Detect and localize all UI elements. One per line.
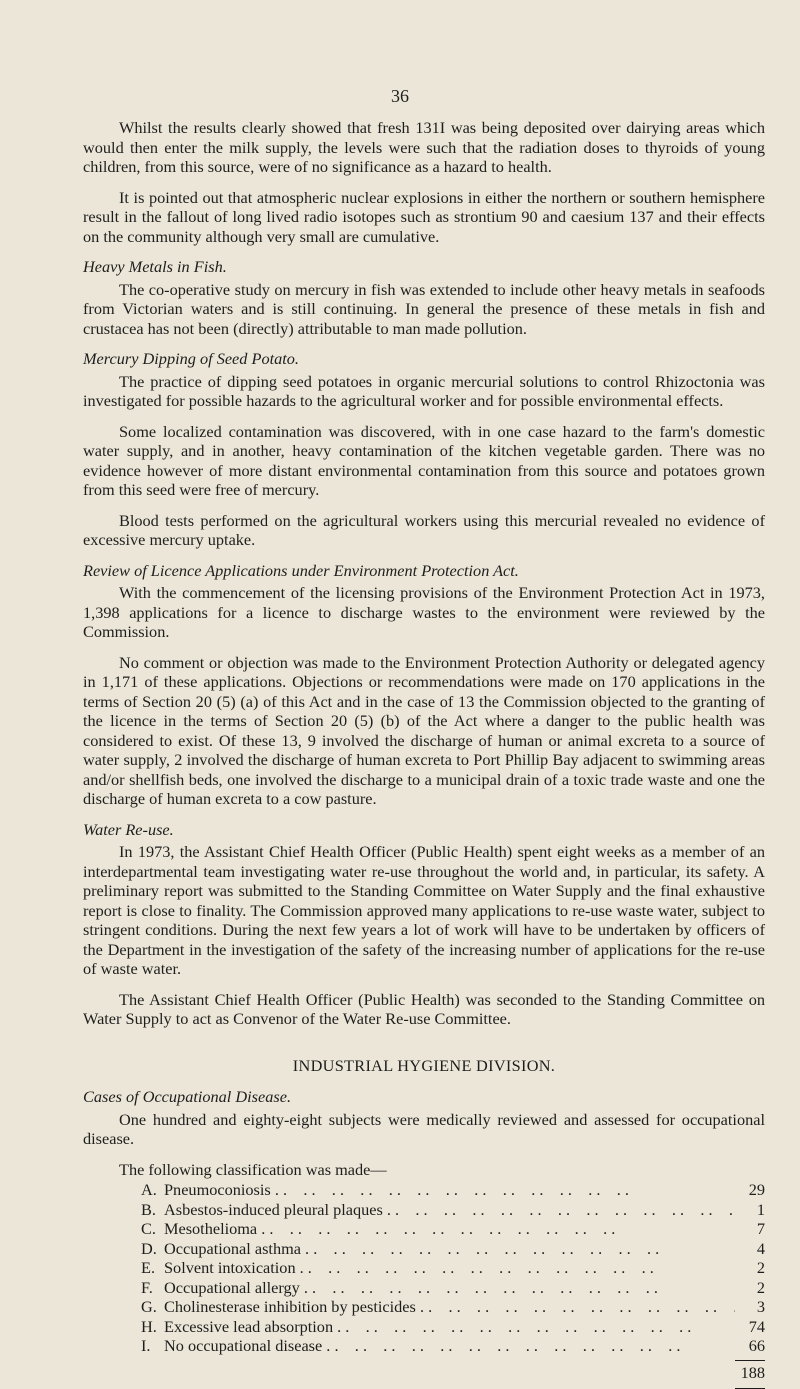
classification-letter: D. (141, 1239, 164, 1259)
classification-count: 1 (735, 1200, 765, 1220)
division-title: INDUSTRIAL HYGIENE DIVISION. (83, 1056, 765, 1076)
classification-label: No occupational disease . . (164, 1336, 735, 1356)
classification-item (141, 1219, 765, 1239)
water-reuse-paragraph: The Assistant Chief Health Officer (Public Health) was seconded to the Standing Committee on Water Supply to act as Convenor of the Water Re-use Committee. (83, 990, 765, 1029)
classification-item (141, 1258, 765, 1278)
classification-count: 4 (735, 1239, 765, 1259)
licence-review-heading: Review of Licence Applications under Environment Protection Act. (83, 561, 765, 581)
classification-label: Mesothelioma . . (164, 1219, 735, 1239)
classification-intro: The following classification was made— (83, 1160, 765, 1180)
licence-review-paragraph: With the commencement of the licensing provisions of the Environment Protection Act in 1973, 1,398 applications for a licence to discharge wastes to the environment were reviewed by the Commission. (83, 583, 765, 642)
heavy-metals-paragraph: The co-operative study on mercury in fish was extended to include other heavy metals in seafoods from Victorian waters and is still continuing. In general the presence of these metals in fish and crustacea has not been (directly) attributable to man made pollution. (83, 280, 765, 339)
classification-label: Pneumoconiosis . . (164, 1180, 735, 1200)
heavy-metals-heading: Heavy Metals in Fish. (83, 257, 765, 277)
classification-total: 188 (735, 1360, 765, 1389)
classification-item (141, 1278, 765, 1298)
classification-letter: C. (141, 1219, 164, 1239)
classification-letter: F. (141, 1278, 164, 1298)
mercury-dipping-paragraph: Blood tests performed on the agricultural workers using this mercurial revealed no evidence of excessive mercury uptake. (83, 511, 765, 550)
water-reuse-heading: Water Re-use. (83, 820, 765, 840)
page-content (83, 118, 765, 1389)
classification-item (141, 1180, 765, 1200)
licence-review-paragraph: No comment or objection was made to the Environment Protection Authority or delegated agency in 1,171 of these applications. Objections or recommendations were made on 170 applications in the terms of Section 20 (5) (a) of this Act and in the case of 13 the Commission objected to the granting of the licence in the terms of Section 20 (5) (b) of the Act where a danger to the public health was considered to exist. Of these 13, 9 involved the discharge of human or animal excreta to a source of water supply, 2 involved the discharge of human excreta to Port Phillip Bay adjacent to swimming areas and/or shellfish beds, one involved the discharge to a municipal drain of a toxic trade waste and one the discharge of human excreta to a cow pasture. (83, 653, 765, 809)
classification-label: Occupational allergy . . (164, 1278, 735, 1298)
classification-letter: H. (141, 1317, 164, 1337)
classification-count: 66 (735, 1336, 765, 1356)
classification-list (83, 1180, 765, 1356)
classification-count: 3 (735, 1297, 765, 1317)
classification-count: 29 (735, 1180, 765, 1200)
classification-label: Occupational asthma . . (164, 1239, 735, 1259)
occupational-disease-paragraph: One hundred and eighty-eight subjects were medically reviewed and assessed for occupational disease. (83, 1110, 765, 1149)
classification-label: Cholinesterase inhibition by pesticides . . (164, 1297, 735, 1317)
classification-letter: E. (141, 1258, 164, 1278)
intro-paragraph: It is pointed out that atmospheric nuclear explosions in either the northern or southern hemisphere result in the fallout of long lived radio isotopes such as strontium 90 and caesium 137 and their effects on the community although very small are cumulative. (83, 188, 765, 247)
classification-count: 2 (735, 1278, 765, 1298)
classification-label: Excessive lead absorption . . (164, 1317, 735, 1337)
classification-count: 7 (735, 1219, 765, 1239)
classification-item (141, 1317, 765, 1337)
classification-item (141, 1297, 765, 1317)
water-reuse-paragraph: In 1973, the Assistant Chief Health Officer (Public Health) spent eight weeks as a member of an interdepartmental team investigating water re-use throughout the world and, in particular, its safety. A preliminary report was submitted to the Standing Committee on Water Supply and the final exhaustive report is close to finality. The Commission approved many applications to re-use waste water, subject to stringent conditions. During the next few years a lot of work will have to be undertaken by officers of the Department in the investigation of the safety of the increasing number of applications for the re-use of waste water. (83, 842, 765, 979)
classification-count: 2 (735, 1258, 765, 1278)
mercury-dipping-paragraph: Some localized contamination was discovered, with in one case hazard to the farm's domestic water supply, and in another, heavy contamination of the kitchen vegetable garden. There was no evidence however of more distant environmental contamination from this source and potatoes grown from this seed were free of mercury. (83, 422, 765, 500)
intro-paragraph: Whilst the results clearly showed that fresh 131I was being deposited over dairying areas which would then enter the milk supply, the levels were such that the radiation doses to thyroids of young children, from this source, were of no significance as a hazard to health. (83, 118, 765, 177)
classification-label: Solvent intoxication . . (164, 1258, 735, 1278)
classification-letter: G. (141, 1297, 164, 1317)
page-number: 36 (0, 86, 800, 107)
classification-letter: I. (141, 1336, 164, 1356)
classification-letter: A. (141, 1180, 164, 1200)
mercury-dipping-paragraph: The practice of dipping seed potatoes in organic mercurial solutions to control Rhizoctonia was investigated for possible hazards to the agricultural worker and for possible environmental effects. (83, 372, 765, 411)
mercury-dipping-heading: Mercury Dipping of Seed Potato. (83, 349, 765, 369)
classification-item (141, 1200, 765, 1220)
classification-label: Asbestos-induced pleural plaques . . (164, 1200, 735, 1220)
total-row (83, 1360, 765, 1389)
classification-letter: B. (141, 1200, 164, 1220)
occupational-disease-heading: Cases of Occupational Disease. (83, 1087, 765, 1107)
classification-item (141, 1336, 765, 1356)
classification-item (141, 1239, 765, 1259)
classification-count: 74 (735, 1317, 765, 1337)
